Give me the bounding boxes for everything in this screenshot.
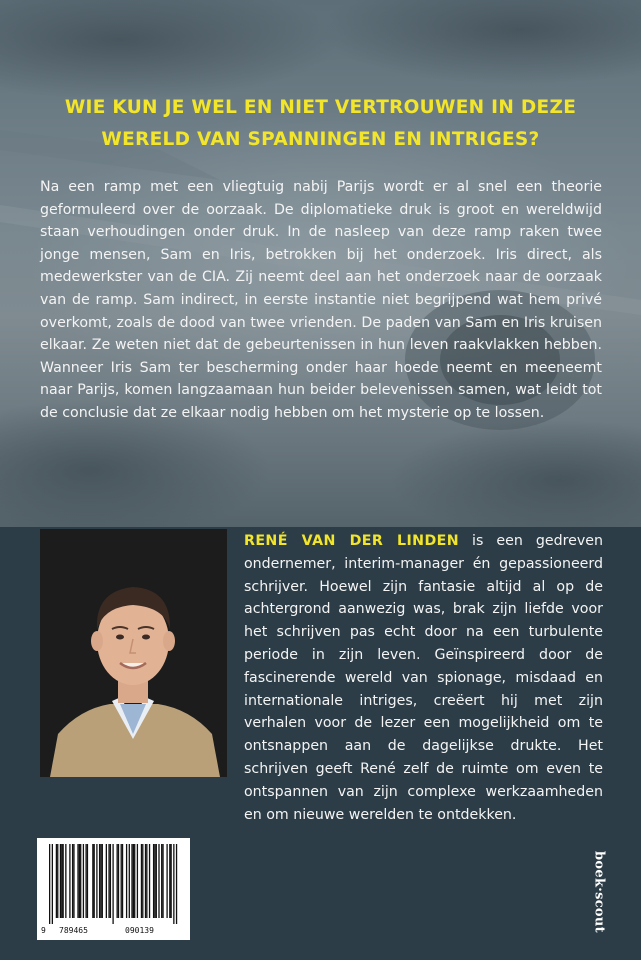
barcode-bar [176,844,177,924]
barcode-bar [49,844,50,924]
barcode-bar [99,844,100,918]
barcode-bar [137,844,138,918]
barcode-bar [87,844,88,918]
barcode-bar [73,844,74,918]
barcode-bar [141,844,142,918]
barcode-bar [134,844,135,918]
author-bio-text: is een gedreven ondernemer, interim-manager én gepassioneerd schrijver. Hoewel zijn fantasie altijd al op de achtergrond aanwezig was, brak zijn liefde voor het schrijven pas echt door na een turbulente periode in zijn leven. Geïnspireerd door de fascinerende wereld van spionage, misdaad en internationale intriges, creëert hij met zijn verhalen voor de lezer een mogelijkheid om te ontsnappen aan de dagelijkse drukte. Het schrijven geeft René zelf de ruimte om even te ontspannen van zijn complexe werkzaamheden en om nieuwe werelden te ontdekken. [244,533,603,823]
isbn-prefix: 9 [41,926,46,935]
isbn-group-1: 789465 [59,926,88,935]
barcode-bar [146,844,147,918]
barcode-bar [145,844,146,918]
barcode-bar [100,844,101,918]
barcode-bar [110,844,111,918]
barcode-bar [126,844,127,918]
barcode-bar [156,844,157,918]
barcode-bar [166,844,167,918]
barcode-bar [117,844,118,918]
barcode-bar [85,844,86,918]
isbn-group-2: 090139 [125,926,154,935]
barcode-bar [65,844,66,918]
barcode-bar [60,844,61,918]
barcode-bar [94,844,95,918]
barcode-bar [154,844,155,918]
barcode-bar [171,844,172,918]
barcode-bar [77,844,78,918]
barcode-bar [108,844,109,918]
barcode-bar [121,844,122,918]
barcode-bars [37,838,190,926]
barcode-bar [79,844,80,918]
barcode-bar [161,844,162,918]
cover-headline: WIE KUN JE WEL EN NIET VERTROUWEN IN DEZE WERELD VAN SPANNINGEN EN INTRIGES? [64,97,577,150]
barcode-bar [169,844,170,918]
barcode-bar [72,844,73,918]
barcode-bar [131,844,132,918]
author-name: RENÉ VAN DER LINDEN [244,533,459,549]
barcode-bar [56,844,57,918]
author-portrait-illustration [40,529,227,777]
barcode-bar [102,844,103,918]
publisher-name: boek·scout [591,851,607,933]
barcode-bar [92,844,93,918]
author-photo [40,529,227,777]
publisher-logo [588,838,610,946]
barcode-bar [122,844,123,918]
barcode-bar [52,844,53,924]
barcode-bar [118,844,119,918]
barcode-bar [129,844,130,918]
book-blurb: Na een ramp met een vliegtuig nabij Parijs wordt er al snel een theorie geformuleerd over de oorzaak. De diplomatieke druk is groot en wereldwijd staan verhoudingen onder druk. In de nasleep van deze ramp raken twee jonge mensen, Sam en Iris, betrokken bij het onderzoek. Iris direct, als medewerkster van de CIA. Zij neemt deel aan het onderzoek naar de oorzaak van de ramp. Sam indirect, in eerste instantie niet begrijpend wat hem privé overkomt, zoals de dood van twee vrienden. De paden van Sam en Iris kruisen elkaar. Ze weten niet dat de gebeurtenissen in hun leven raakvlakken hebben. Wanneer Iris Sam ter bescherming onder haar hoede neemt en meeneemt naar Parijs, komen langzaamaan hun beider belevenissen samen, wat leidt tot de conclusie dat ze elkaar nodig hebben om het mysterie op te lossen. [40,179,602,421]
barcode-bar [63,844,64,918]
barcode-bar [83,844,84,918]
barcode-bar [142,844,143,918]
barcode-bar [57,844,58,918]
barcode-bar [61,844,62,918]
barcode-bar [112,844,113,924]
barcode-bar [149,844,150,918]
author-bio [244,530,603,826]
barcode-bar [158,844,159,918]
barcode-bar [173,844,174,924]
barcode-bar [162,844,163,918]
barcode-bar [80,844,81,918]
barcode-bar [69,844,70,918]
isbn-barcode [37,838,190,940]
barcode-bar [133,844,134,918]
barcode-bar [96,844,97,918]
barcode-bar [153,844,154,918]
barcode-bar [106,844,107,918]
